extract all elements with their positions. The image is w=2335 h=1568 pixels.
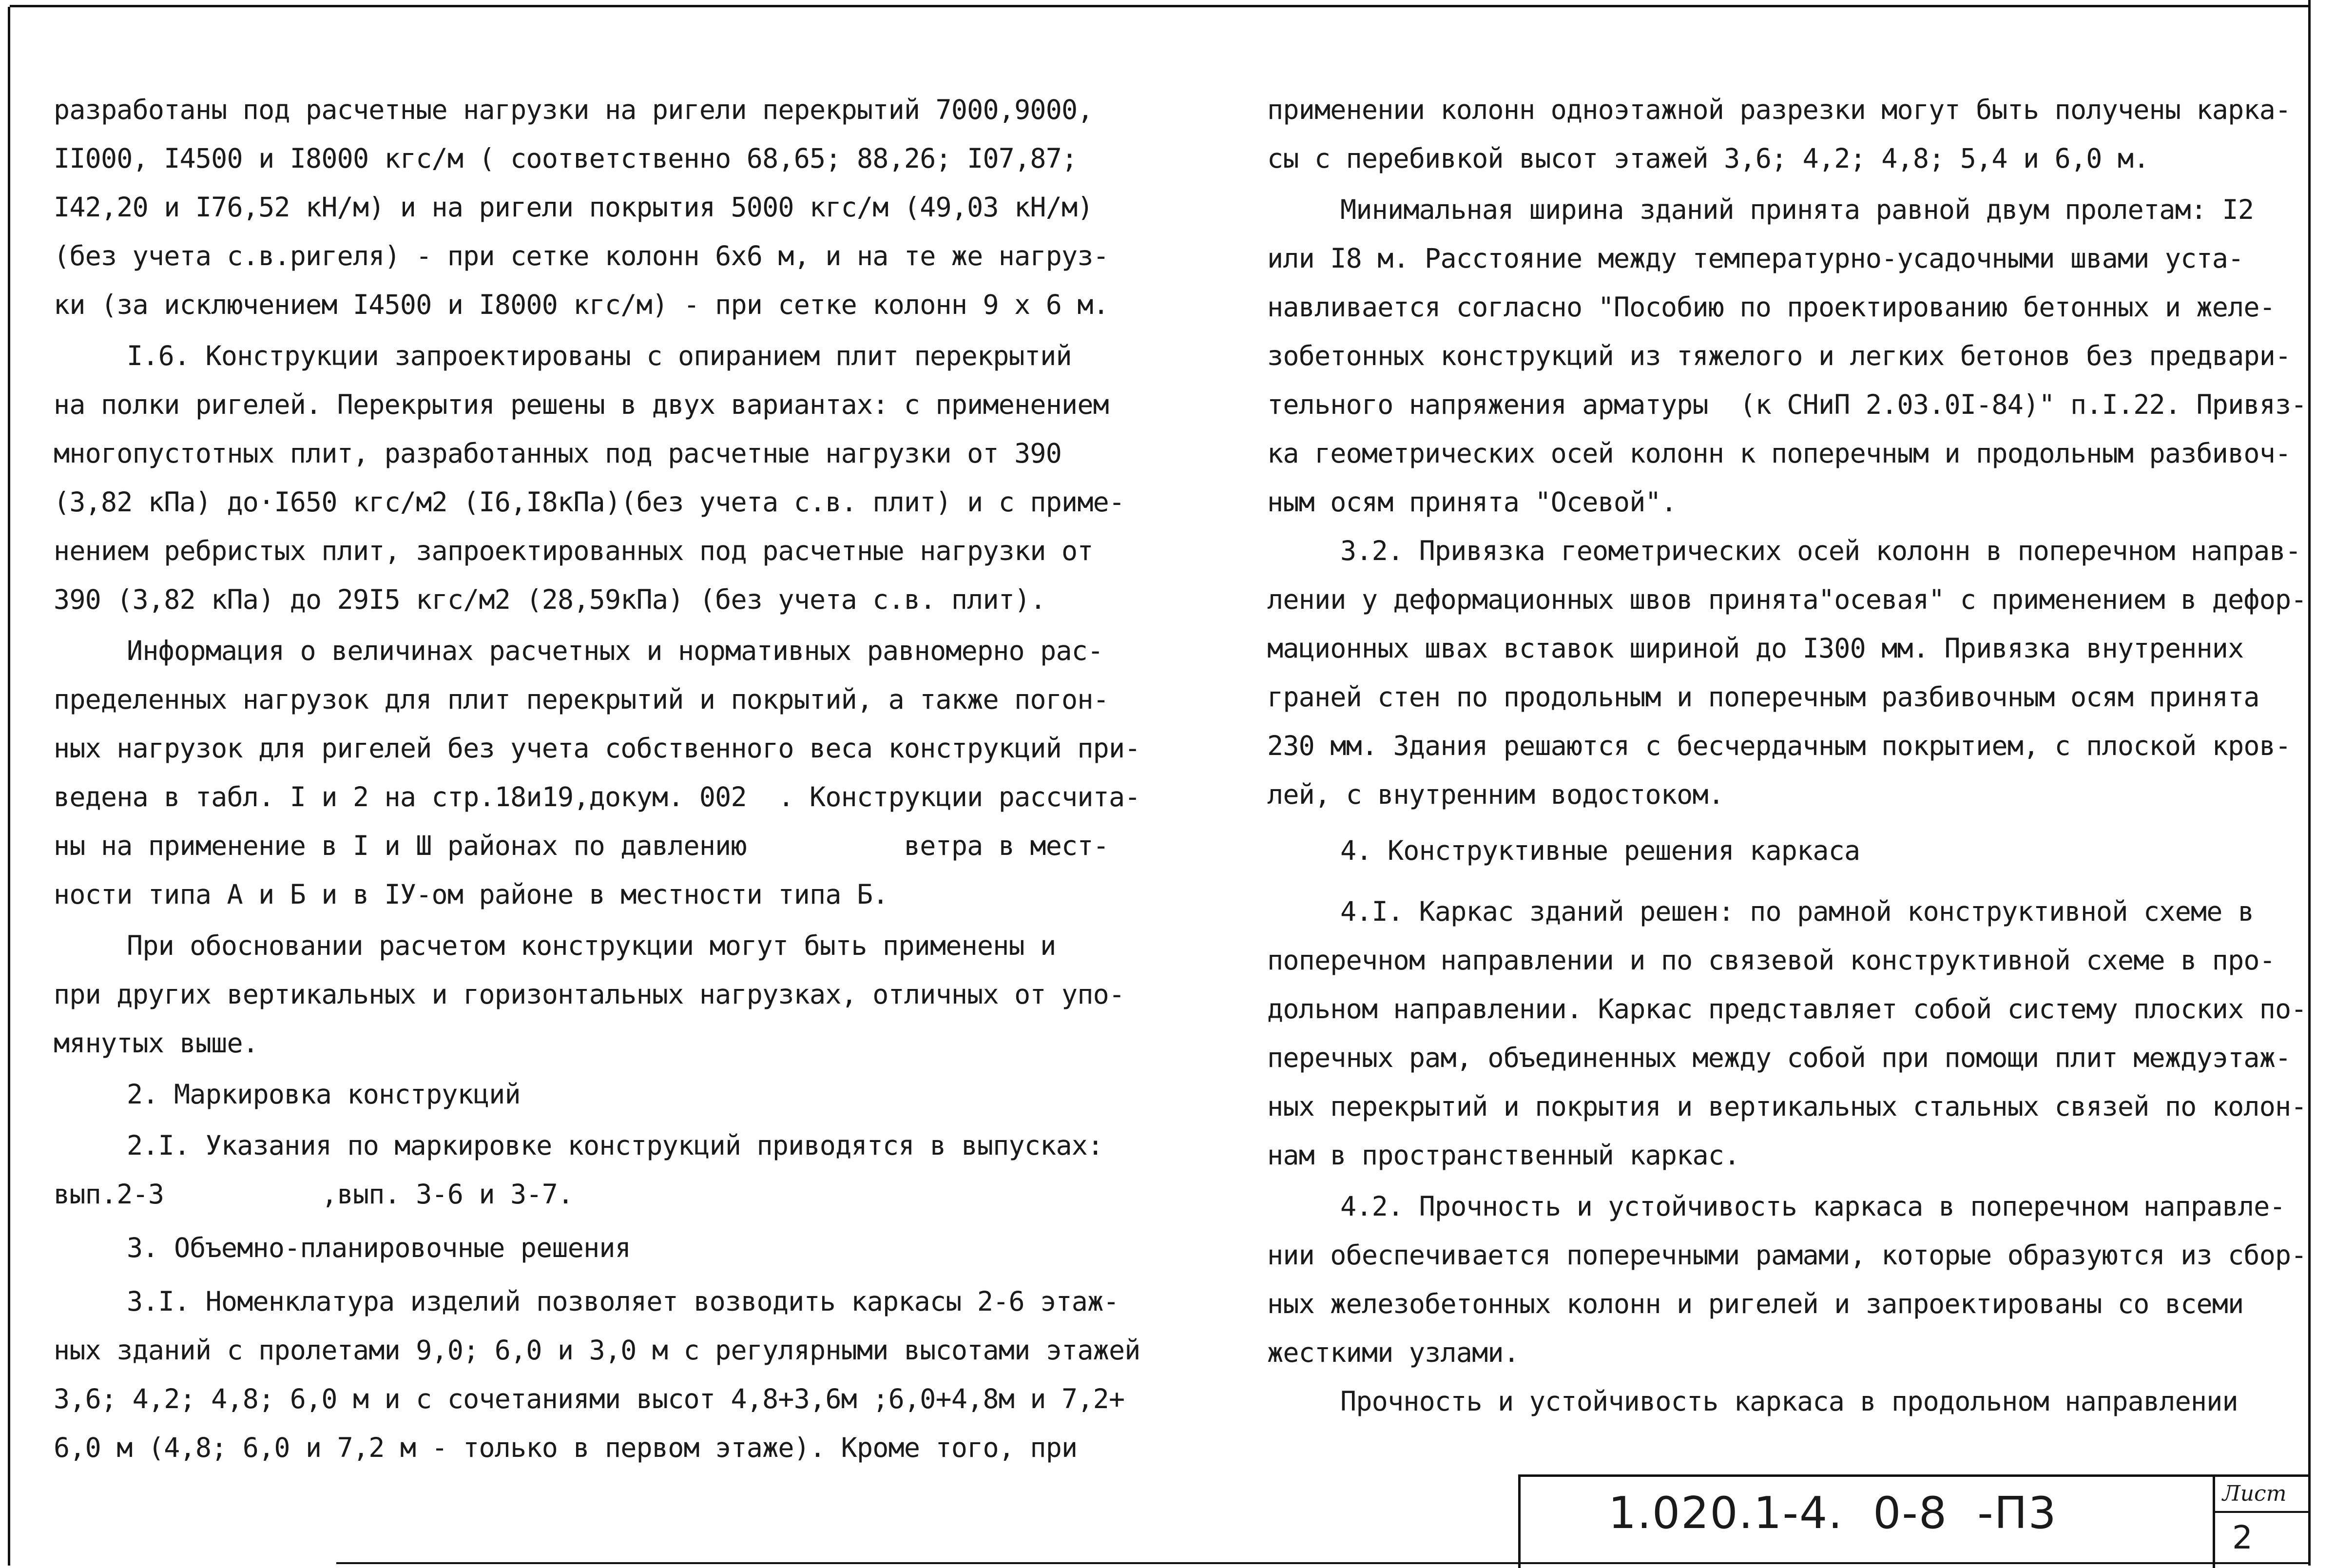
text-line: жесткими узлами. bbox=[1267, 1337, 1520, 1368]
text-line: (3,82 кПа) до·I650 кгс/м2 (I6,I8кПа)(без учета с.в. плит) и с приме- bbox=[54, 486, 1125, 518]
text-line: перечных рам, объединенных между собой при помощи плит междуэтаж- bbox=[1267, 1042, 2291, 1073]
sheet-label: Лист bbox=[2222, 1481, 2287, 1506]
text-line: ных железобетонных колонн и ригелей и запроектированы со всеми bbox=[1267, 1288, 2244, 1319]
text-line: поперечном направлении и по связевой конструктивной схеме в про- bbox=[1267, 945, 2276, 976]
section-heading: 2. Маркировка конструкций bbox=[127, 1079, 521, 1110]
text-line: 3.I. Номенклатура изделий позволяет возводить каркасы 2-6 этаж- bbox=[127, 1286, 1119, 1317]
text-line: на полки ригелей. Перекрытия решены в двух вариантах: с применением bbox=[54, 389, 1109, 420]
text-line: разработаны под расчетные нагрузки на ригели перекрытий 7000,9000, bbox=[54, 94, 1093, 125]
text-line: нам в пространственный каркас. bbox=[1267, 1140, 1740, 1171]
text-line: ных перекрытий и покрытия и вертикальных стальных связей по колон- bbox=[1267, 1091, 2307, 1122]
frame-right-border bbox=[2308, 0, 2311, 1566]
section-heading: 3. Объемно-планировочные решения bbox=[127, 1232, 631, 1263]
text-line: Минимальная ширина зданий принята равной двум пролетам: I2 bbox=[1340, 194, 2254, 225]
text-line: мационных швах вставок шириной до I300 мм. Привязка внутренних bbox=[1267, 633, 2244, 664]
text-line: ным осям принята "Осевой". bbox=[1267, 486, 1677, 518]
text-line: нии обеспечивается поперечными рамами, которые образуются из сбор- bbox=[1267, 1239, 2307, 1271]
text-line: ны на применение в I и Ш районах по давлению ветра в мест- bbox=[54, 830, 1109, 861]
text-line: мянутых выше. bbox=[54, 1027, 259, 1059]
frame-left-border bbox=[8, 7, 10, 1566]
text-line: ности типа А и Б и в IУ-ом районе в местности типа Б. bbox=[54, 879, 888, 910]
text-line: дольном направлении. Каркас представляет собой систему плоских по- bbox=[1267, 993, 2307, 1025]
text-line: При обосновании расчетом конструкции могут быть применены и bbox=[127, 930, 1056, 961]
text-line: зобетонных конструкций из тяжелого и легких бетонов без предвари- bbox=[1267, 340, 2291, 371]
text-line: ка геометрических осей колонн к поперечным и продольным разбивоч- bbox=[1267, 438, 2291, 469]
text-line: вып.2-3 ,вып. 3-6 и 3-7. bbox=[54, 1179, 574, 1210]
text-line: I42,20 и I76,52 кН/м) и на ригели покрытия 5000 кгс/м (49,03 кН/м) bbox=[54, 192, 1093, 223]
text-line: 3,6; 4,2; 4,8; 6,0 м и с сочетаниями высот 4,8+3,6м ;6,0+4,8м и 7,2+ bbox=[54, 1383, 1125, 1414]
text-line: 390 (3,82 кПа) до 29I5 кгс/м2 (28,59кПа) (без учета с.в. плит). bbox=[54, 584, 1046, 615]
text-line: 3.2. Привязка геометрических осей колонн в поперечном направ- bbox=[1340, 535, 2301, 566]
text-line: нением ребристых плит, запроектированных под расчетные нагрузки от bbox=[54, 535, 1093, 566]
text-line: ных нагрузок для ригелей без учета собственного веса конструкций при- bbox=[54, 733, 1140, 764]
text-line: тельного напряжения арматуры (к СНиП 2.03.0I-84)" п.I.22. Привяз- bbox=[1267, 389, 2307, 420]
text-line: 2.I. Указания по маркировке конструкций приводятся в выпусках: bbox=[127, 1130, 1103, 1161]
text-line: 230 мм. Здания решаются с бесчердачным покрытием, с плоской кров- bbox=[1267, 730, 2291, 761]
text-line: 6,0 м (4,8; 6,0 и 7,2 м - только в первом этаже). Кроме того, при bbox=[54, 1432, 1078, 1463]
text-line: 4.I. Каркас зданий решен: по рамной конструктивной схеме в bbox=[1340, 896, 2254, 927]
section-heading: 4. Конструктивные решения каркаса bbox=[1340, 835, 1860, 866]
text-line: Информация о величинах расчетных и нормативных равномерно рас- bbox=[127, 635, 1103, 666]
text-line: пределенных нагрузок для плит перекрытий и покрытий, а также погон- bbox=[54, 684, 1109, 715]
text-line: II000, I4500 и I8000 кгс/м ( соответственно 68,65; 88,26; I07,87; bbox=[54, 143, 1078, 174]
text-line: применении колонн одноэтажной разрезки могут быть получены карка- bbox=[1267, 94, 2291, 125]
text-line: или I8 м. Расстояние между температурно-усадочными швами уста- bbox=[1267, 243, 2244, 274]
text-line: I.6. Конструкции запроектированы с опиранием плит перекрытий bbox=[127, 340, 1072, 371]
text-line: ведена в табл. I и 2 на стр.18и19,докум. 002 . Конструкции рассчита- bbox=[54, 781, 1140, 813]
text-line: граней стен по продольным и поперечным разбивочным осям принята bbox=[1267, 681, 2259, 713]
text-line: (без учета с.в.ригеля) - при сетке колонн 6х6 м, и на те же нагруз- bbox=[54, 240, 1109, 271]
text-line: многопустотных плит, разработанных под расчетные нагрузки от 390 bbox=[54, 438, 1062, 469]
text-line: сы с перебивкой высот этажей 3,6; 4,2; 4,8; 5,4 и 6,0 м. bbox=[1267, 143, 2149, 174]
text-line: навливается согласно "Пособию по проектированию бетонных и желе- bbox=[1267, 291, 2276, 323]
document-code: 1.020.1-4. 0-8 -П3 bbox=[1608, 1488, 2057, 1539]
text-line: 4.2. Прочность и устойчивость каркаса в поперечном направле- bbox=[1340, 1191, 2285, 1222]
text-line: ки (за исключением I4500 и I8000 кгс/м) - при сетке колонн 9 х 6 м. bbox=[54, 289, 1109, 320]
text-line: при других вертикальных и горизонтальных нагрузках, отличных от упо- bbox=[54, 979, 1125, 1010]
text-line: Прочность и устойчивость каркаса в продольном направлении bbox=[1340, 1386, 2238, 1417]
text-line: ных зданий с пролетами 9,0; 6,0 и 3,0 м с регулярными высотами этажей bbox=[54, 1335, 1140, 1366]
frame-top-border bbox=[10, 5, 2310, 7]
text-line: лении у деформационных швов принята"осевая" с применением в дефор- bbox=[1267, 584, 2307, 615]
text-line: лей, с внутренним водостоком. bbox=[1267, 779, 1724, 810]
sheet-number: 2 bbox=[2232, 1519, 2253, 1556]
